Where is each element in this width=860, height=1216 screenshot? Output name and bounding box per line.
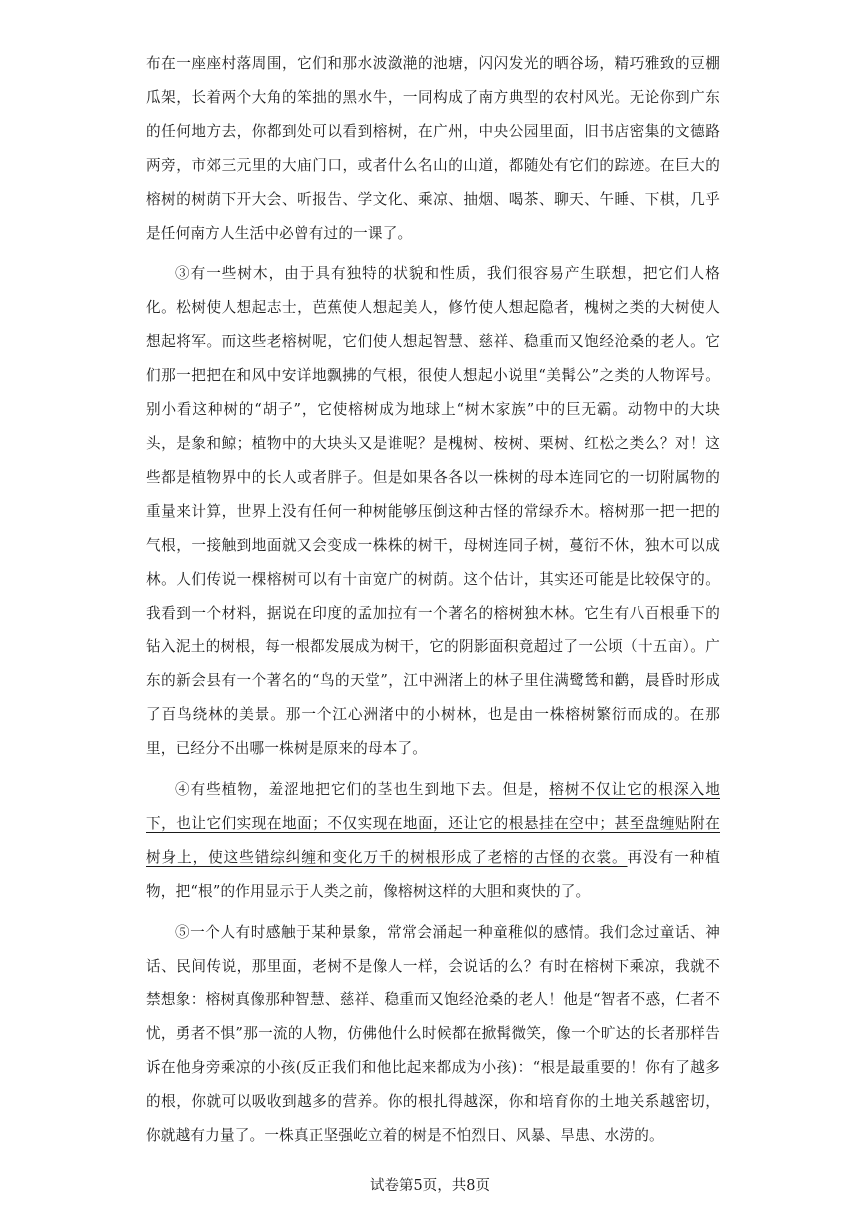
paragraph-4 bbox=[146, 773, 720, 909]
paragraph-continuation: 布在一座座村落周围，它们和那水波潋滟的池塘，闪闪发光的晒谷场，精巧雅致的豆棚瓜架，长着两个大角的笨拙的黑水牛，一同构成了南方典型的农村风光。无论你到广东的任何地方去，你都到处可以看到榕树，在广州，中央公园里面，旧书店密集的文德路两旁，市郊三元里的大庙门口，或者什么名山的山道，都随处有它们的踪迹。在巨大的榕树的树荫下开大会、听报告、学文化、乘凉、抽烟、喝茶、聊天、午睡、下棋，几乎是任何南方人生活中必曾有过的一课了。 bbox=[146, 55, 720, 242]
paragraph-4-tail: 再没有一种植物，把“根”的作用显示于人类之前，像榕树这样的大胆和爽快的了。 bbox=[146, 848, 721, 900]
paragraph-5: ⑤一个人有时感触于某种景象，常常会涌起一种童稚似的感情。我们念过童话、神话、民间传说，那里面，老树不是像人一样，会说话的么？有时在榕树下乘凉，我就不禁想象：榕树真像那种智慧、慈祥、稳重而又饱经沧桑的老人！他是“智者不惑，仁者不忧，勇者不惧”那一流的人物，仿佛他什么时候都在掀髯微笑，像一个旷达的长者那样告诉在他身旁乘凉的小孩(反正我们和他比起来都成为小孩)：“根是最重要的！你有了越多的根，你就可以吸收到越多的营养。你的根扎得越深，你和培育你的土地关系越密切，你就越有力量了。一株真正坚强屹立着的树是不怕烈日、风暴、旱患、水涝的。 bbox=[146, 923, 720, 1145]
document-page bbox=[146, 0, 720, 1153]
page-footer: 试卷第5页，共8页 bbox=[370, 1178, 490, 1194]
underlined-sentence: 榕树不仅让它的根深入地下，也让它们实现在地面；不仅实现在地面，还让它的根悬挂在空中；甚至盘缠贴附在树身上，使这些错综纠缠和变化万千的树根形成了老榕的古怪的衣裳。 bbox=[146, 781, 720, 866]
paragraph-3: ③有一些树木，由于具有独特的状貌和性质，我们很容易产生联想，把它们人格化。松树使人想起志士，芭蕉使人想起美人，修竹使人想起隐者，槐树之类的大树使人想起将军。而这些老榕树呢，它们使人想起智慧、慈祥、稳重而又饱经沧桑的老人。它们那一把把在和风中安详地飘拂的气根，很使人想起小说里“美髯公”之类的人物诨号。别小看这种树的“胡子”，它使榕树成为地球上“树木家族”中的巨无霸。动物中的大块头，是象和鲸；植物中的大块头又是谁呢？是槐树、桉树、栗树、红松之类么？对！这些都是植物界中的长人或者胖子。但是如果各各以一株树的母本连同它的一切附属物的重量来计算，世界上没有任何一种树能够压倒这种古怪的常绿乔木。榕树那一把一把的气根，一接触到地面就又会变成一株株的树干，母树连同子树，蔓衍不休，独木可以成林。人们传说一棵榕树可以有十亩宽广的树荫。这个估计，其实还可能是比较保守的。我看到一个材料，据说在印度的孟加拉有一个著名的榕树独木林。它生有八百根垂下的钻入泥土的树根，每一根都发展成为树干，它的阴影面积竟超过了一公顷（十五亩）。广东的新会县有一个著名的“鸟的天堂”，江中洲渚上的林子里住满鹭鸶和鹳，晨昏时形成了百鸟绕林的美景。那一个江心洲渚中的小树林，也是由一株榕树繁衍而成的。在那里，已经分不出哪一株树是原来的母本了。 bbox=[146, 265, 720, 758]
paragraph-4-lead: ④有些植物，羞涩地把它们的茎也生到地下去。但是， bbox=[175, 781, 550, 799]
